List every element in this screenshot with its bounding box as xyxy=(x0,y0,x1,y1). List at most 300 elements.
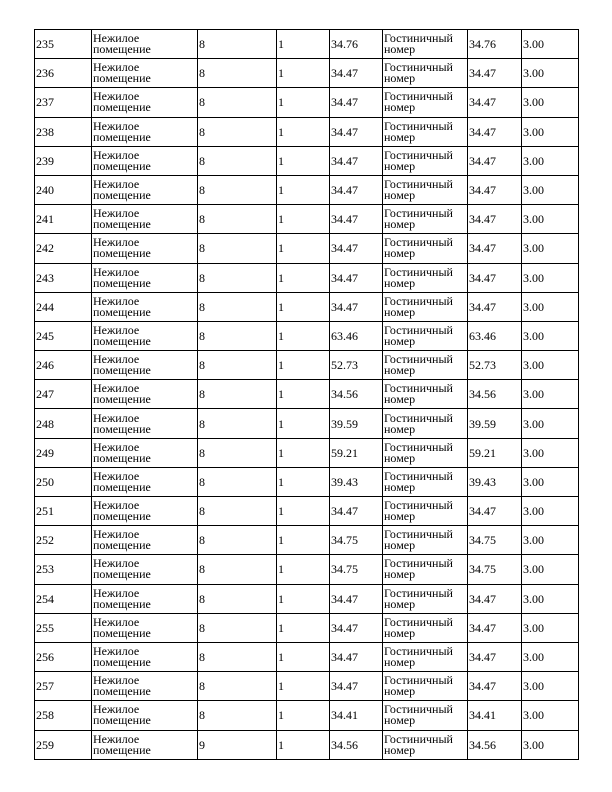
table-body xyxy=(35,30,579,760)
cell-purpose xyxy=(383,88,468,117)
table-row xyxy=(35,409,579,438)
cell-number: 253 xyxy=(35,555,92,584)
cell-count: 1 xyxy=(277,380,330,409)
cell-purpose-line-2: номер xyxy=(384,275,416,290)
cell-purpose xyxy=(383,467,468,496)
cell-purpose-line-2: номер xyxy=(384,655,416,670)
cell-premises-type-line-2: помещение xyxy=(93,42,151,57)
table-row xyxy=(35,730,579,759)
cell-height: 3.00 xyxy=(522,555,579,584)
cell-premises-type-line-2: помещение xyxy=(93,392,151,407)
cell-purpose-line-1: Гостиничный xyxy=(384,177,453,192)
cell-area: 34.47 xyxy=(330,263,383,292)
cell-floor: 8 xyxy=(198,467,277,496)
cell-area: 34.47 xyxy=(330,642,383,671)
cell-premises-type xyxy=(92,701,198,730)
cell-premises-type-line-1: Нежилое xyxy=(93,235,140,250)
cell-premises-type-line-2: помещение xyxy=(93,479,151,494)
cell-purpose-line-2: номер xyxy=(384,538,416,553)
cell-area-total: 34.47 xyxy=(468,497,522,526)
cell-area-total: 39.43 xyxy=(468,467,522,496)
cell-premises-type-line-1: Нежилое xyxy=(93,177,140,192)
cell-count: 1 xyxy=(277,117,330,146)
cell-area-total: 34.47 xyxy=(468,234,522,263)
cell-number: 246 xyxy=(35,351,92,380)
cell-area: 34.56 xyxy=(330,730,383,759)
cell-height: 3.00 xyxy=(522,263,579,292)
cell-purpose-line-2: номер xyxy=(384,479,416,494)
cell-area: 63.46 xyxy=(330,321,383,350)
cell-floor: 8 xyxy=(198,205,277,234)
table-row xyxy=(35,146,579,175)
cell-purpose-line-1: Гостиничный xyxy=(384,89,453,104)
cell-premises-type-line-1: Нежилое xyxy=(93,60,140,75)
cell-height: 3.00 xyxy=(522,351,579,380)
cell-premises-type-line-1: Нежилое xyxy=(93,147,140,162)
cell-number: 250 xyxy=(35,467,92,496)
table-row xyxy=(35,642,579,671)
cell-count: 1 xyxy=(277,321,330,350)
table-row xyxy=(35,175,579,204)
cell-count: 1 xyxy=(277,351,330,380)
cell-premises-type-line-2: помещение xyxy=(93,129,151,144)
cell-count: 1 xyxy=(277,467,330,496)
cell-premises-type-line-1: Нежилое xyxy=(93,381,140,396)
cell-height: 3.00 xyxy=(522,730,579,759)
cell-purpose-line-2: номер xyxy=(384,625,416,640)
cell-height: 3.00 xyxy=(522,438,579,467)
cell-premises-type-line-1: Нежилое xyxy=(93,614,140,629)
cell-number: 244 xyxy=(35,292,92,321)
cell-premises-type-line-2: помещение xyxy=(93,71,151,86)
cell-premises-type-line-2: помещение xyxy=(93,100,151,115)
cell-area-total: 34.47 xyxy=(468,613,522,642)
table-row xyxy=(35,59,579,88)
cell-area: 34.47 xyxy=(330,234,383,263)
cell-floor: 8 xyxy=(198,351,277,380)
cell-purpose xyxy=(383,175,468,204)
cell-premises-type xyxy=(92,351,198,380)
cell-height: 3.00 xyxy=(522,146,579,175)
table-row xyxy=(35,117,579,146)
cell-height: 3.00 xyxy=(522,59,579,88)
cell-premises-type xyxy=(92,205,198,234)
cell-purpose-line-1: Гостиничный xyxy=(384,410,453,425)
cell-purpose-line-2: номер xyxy=(384,246,416,261)
cell-purpose-line-1: Гостиничный xyxy=(384,147,453,162)
cell-area: 34.75 xyxy=(330,526,383,555)
cell-premises-type-line-1: Нежилое xyxy=(93,264,140,279)
cell-count: 1 xyxy=(277,438,330,467)
cell-purpose xyxy=(383,205,468,234)
cell-purpose-line-1: Гостиничный xyxy=(384,644,453,659)
cell-floor: 8 xyxy=(198,497,277,526)
cell-height: 3.00 xyxy=(522,175,579,204)
cell-count: 1 xyxy=(277,555,330,584)
cell-floor: 8 xyxy=(198,409,277,438)
cell-premises-type xyxy=(92,234,198,263)
cell-area: 34.47 xyxy=(330,117,383,146)
cell-purpose xyxy=(383,117,468,146)
cell-number: 241 xyxy=(35,205,92,234)
cell-height: 3.00 xyxy=(522,30,579,59)
cell-count: 1 xyxy=(277,526,330,555)
cell-premises-type-line-1: Нежилое xyxy=(93,352,140,367)
cell-number: 239 xyxy=(35,146,92,175)
cell-purpose-line-1: Гостиничный xyxy=(384,527,453,542)
cell-purpose-line-1: Гостиничный xyxy=(384,498,453,513)
cell-number: 258 xyxy=(35,701,92,730)
cell-number: 257 xyxy=(35,672,92,701)
table-row xyxy=(35,526,579,555)
cell-purpose xyxy=(383,321,468,350)
cell-area: 34.47 xyxy=(330,175,383,204)
cell-number: 248 xyxy=(35,409,92,438)
cell-area-total: 34.47 xyxy=(468,146,522,175)
cell-area-total: 34.75 xyxy=(468,555,522,584)
cell-area-total: 59.21 xyxy=(468,438,522,467)
cell-area: 34.47 xyxy=(330,146,383,175)
table-row xyxy=(35,30,579,59)
cell-purpose-line-2: номер xyxy=(384,567,416,582)
cell-count: 1 xyxy=(277,730,330,759)
cell-purpose xyxy=(383,409,468,438)
cell-count: 1 xyxy=(277,292,330,321)
cell-number: 259 xyxy=(35,730,92,759)
cell-purpose-line-1: Гостиничный xyxy=(384,585,453,600)
cell-number: 249 xyxy=(35,438,92,467)
cell-count: 1 xyxy=(277,642,330,671)
cell-height: 3.00 xyxy=(522,321,579,350)
cell-area: 59.21 xyxy=(330,438,383,467)
cell-purpose-line-2: номер xyxy=(384,217,416,232)
cell-floor: 8 xyxy=(198,701,277,730)
table-row xyxy=(35,555,579,584)
cell-number: 251 xyxy=(35,497,92,526)
cell-height: 3.00 xyxy=(522,584,579,613)
cell-premises-type xyxy=(92,146,198,175)
cell-area: 34.47 xyxy=(330,584,383,613)
cell-premises-type-line-1: Нежилое xyxy=(93,322,140,337)
cell-area-total: 34.47 xyxy=(468,672,522,701)
cell-purpose xyxy=(383,730,468,759)
cell-purpose-line-2: номер xyxy=(384,42,416,57)
cell-premises-type xyxy=(92,730,198,759)
cell-premises-type-line-2: помещение xyxy=(93,421,151,436)
cell-count: 1 xyxy=(277,701,330,730)
cell-purpose xyxy=(383,59,468,88)
cell-premises-type xyxy=(92,642,198,671)
cell-premises-type-line-1: Нежилое xyxy=(93,410,140,425)
cell-floor: 8 xyxy=(198,117,277,146)
cell-premises-type-line-2: помещение xyxy=(93,596,151,611)
cell-premises-type-line-1: Нежилое xyxy=(93,206,140,221)
table-row xyxy=(35,292,579,321)
cell-purpose xyxy=(383,234,468,263)
cell-premises-type xyxy=(92,467,198,496)
cell-premises-type xyxy=(92,409,198,438)
cell-height: 3.00 xyxy=(522,526,579,555)
cell-height: 3.00 xyxy=(522,672,579,701)
cell-count: 1 xyxy=(277,497,330,526)
cell-premises-type-line-1: Нежилое xyxy=(93,439,140,454)
cell-premises-type xyxy=(92,438,198,467)
cell-number: 254 xyxy=(35,584,92,613)
cell-purpose-line-2: номер xyxy=(384,304,416,319)
cell-height: 3.00 xyxy=(522,642,579,671)
cell-premises-type-line-2: помещение xyxy=(93,450,151,465)
cell-purpose-line-1: Гостиничный xyxy=(384,673,453,688)
cell-premises-type-line-2: помещение xyxy=(93,509,151,524)
cell-premises-type-line-2: помещение xyxy=(93,567,151,582)
cell-height: 3.00 xyxy=(522,117,579,146)
cell-height: 3.00 xyxy=(522,409,579,438)
cell-floor: 8 xyxy=(198,30,277,59)
cell-purpose-line-1: Гостиничный xyxy=(384,468,453,483)
cell-floor: 8 xyxy=(198,234,277,263)
cell-count: 1 xyxy=(277,88,330,117)
cell-height: 3.00 xyxy=(522,205,579,234)
cell-area-total: 34.47 xyxy=(468,205,522,234)
cell-purpose xyxy=(383,555,468,584)
cell-area: 34.56 xyxy=(330,380,383,409)
cell-number: 256 xyxy=(35,642,92,671)
cell-premises-type-line-2: помещение xyxy=(93,304,151,319)
cell-purpose-line-1: Гостиничный xyxy=(384,235,453,250)
cell-floor: 8 xyxy=(198,321,277,350)
cell-number: 242 xyxy=(35,234,92,263)
cell-purpose xyxy=(383,263,468,292)
cell-area-total: 52.73 xyxy=(468,351,522,380)
cell-premises-type-line-2: помещение xyxy=(93,275,151,290)
cell-count: 1 xyxy=(277,146,330,175)
cell-area-total: 34.56 xyxy=(468,730,522,759)
cell-area-total: 34.47 xyxy=(468,263,522,292)
cell-number: 235 xyxy=(35,30,92,59)
cell-premises-type xyxy=(92,380,198,409)
cell-purpose xyxy=(383,584,468,613)
cell-area: 34.75 xyxy=(330,555,383,584)
cell-height: 3.00 xyxy=(522,467,579,496)
cell-purpose-line-1: Гостиничный xyxy=(384,556,453,571)
cell-count: 1 xyxy=(277,30,330,59)
table-row xyxy=(35,263,579,292)
cell-height: 3.00 xyxy=(522,497,579,526)
cell-premises-type-line-1: Нежилое xyxy=(93,731,140,746)
cell-premises-type-line-1: Нежилое xyxy=(93,293,140,308)
cell-area: 34.47 xyxy=(330,292,383,321)
cell-number: 236 xyxy=(35,59,92,88)
cell-premises-type xyxy=(92,526,198,555)
cell-area: 34.47 xyxy=(330,497,383,526)
cell-height: 3.00 xyxy=(522,613,579,642)
cell-floor: 9 xyxy=(198,730,277,759)
table-row xyxy=(35,497,579,526)
cell-count: 1 xyxy=(277,409,330,438)
table-row xyxy=(35,613,579,642)
cell-purpose xyxy=(383,613,468,642)
cell-premises-type-line-1: Нежилое xyxy=(93,702,140,717)
cell-purpose-line-1: Гостиничный xyxy=(384,293,453,308)
table-row xyxy=(35,438,579,467)
cell-count: 1 xyxy=(277,205,330,234)
cell-number: 238 xyxy=(35,117,92,146)
cell-purpose-line-2: номер xyxy=(384,421,416,436)
cell-count: 1 xyxy=(277,175,330,204)
cell-premises-type xyxy=(92,30,198,59)
cell-purpose xyxy=(383,526,468,555)
cell-premises-type-line-2: помещение xyxy=(93,246,151,261)
cell-purpose-line-2: номер xyxy=(384,158,416,173)
cell-purpose-line-1: Гостиничный xyxy=(384,352,453,367)
cell-purpose-line-1: Гостиничный xyxy=(384,60,453,75)
cell-purpose-line-1: Гостиничный xyxy=(384,381,453,396)
cell-premises-type-line-1: Нежилое xyxy=(93,644,140,659)
cell-purpose-line-1: Гостиничный xyxy=(384,31,453,46)
cell-premises-type-line-2: помещение xyxy=(93,333,151,348)
cell-premises-type xyxy=(92,613,198,642)
cell-area-total: 34.47 xyxy=(468,642,522,671)
cell-purpose xyxy=(383,672,468,701)
cell-number: 252 xyxy=(35,526,92,555)
cell-purpose-line-2: номер xyxy=(384,188,416,203)
cell-floor: 8 xyxy=(198,146,277,175)
table-row xyxy=(35,467,579,496)
cell-area: 34.47 xyxy=(330,672,383,701)
cell-number: 243 xyxy=(35,263,92,292)
cell-premises-type-line-2: помещение xyxy=(93,158,151,173)
cell-purpose-line-2: номер xyxy=(384,684,416,699)
cell-premises-type xyxy=(92,292,198,321)
cell-premises-type-line-2: помещение xyxy=(93,713,151,728)
cell-purpose-line-1: Гостиничный xyxy=(384,731,453,746)
cell-area: 39.43 xyxy=(330,467,383,496)
cell-height: 3.00 xyxy=(522,701,579,730)
cell-count: 1 xyxy=(277,263,330,292)
cell-purpose xyxy=(383,642,468,671)
cell-purpose-line-2: номер xyxy=(384,71,416,86)
cell-premises-type xyxy=(92,497,198,526)
cell-premises-type-line-2: помещение xyxy=(93,684,151,699)
cell-floor: 8 xyxy=(198,175,277,204)
cell-area: 34.41 xyxy=(330,701,383,730)
cell-purpose-line-2: номер xyxy=(384,129,416,144)
cell-purpose-line-1: Гостиничный xyxy=(384,264,453,279)
cell-height: 3.00 xyxy=(522,88,579,117)
cell-area-total: 34.47 xyxy=(468,292,522,321)
cell-premises-type-line-2: помещение xyxy=(93,363,151,378)
cell-number: 245 xyxy=(35,321,92,350)
cell-floor: 8 xyxy=(198,555,277,584)
cell-purpose xyxy=(383,351,468,380)
cell-number: 247 xyxy=(35,380,92,409)
cell-count: 1 xyxy=(277,672,330,701)
cell-area: 34.47 xyxy=(330,88,383,117)
cell-purpose xyxy=(383,146,468,175)
cell-premises-type xyxy=(92,672,198,701)
cell-floor: 8 xyxy=(198,263,277,292)
cell-premises-type-line-1: Нежилое xyxy=(93,468,140,483)
cell-premises-type xyxy=(92,88,198,117)
cell-count: 1 xyxy=(277,584,330,613)
cell-purpose xyxy=(383,438,468,467)
cell-area: 34.47 xyxy=(330,59,383,88)
cell-purpose-line-2: номер xyxy=(384,596,416,611)
cell-height: 3.00 xyxy=(522,234,579,263)
cell-premises-type xyxy=(92,117,198,146)
cell-purpose-line-2: номер xyxy=(384,450,416,465)
table-row xyxy=(35,88,579,117)
cell-purpose xyxy=(383,380,468,409)
cell-area: 34.47 xyxy=(330,205,383,234)
cell-premises-type-line-1: Нежилое xyxy=(93,673,140,688)
premises-table xyxy=(34,29,579,760)
cell-purpose-line-1: Гостиничный xyxy=(384,702,453,717)
cell-area: 52.73 xyxy=(330,351,383,380)
cell-premises-type xyxy=(92,175,198,204)
cell-area-total: 34.75 xyxy=(468,526,522,555)
cell-area-total: 39.59 xyxy=(468,409,522,438)
cell-area-total: 34.47 xyxy=(468,117,522,146)
cell-purpose-line-1: Гостиничный xyxy=(384,322,453,337)
cell-premises-type-line-2: помещение xyxy=(93,188,151,203)
cell-area-total: 34.41 xyxy=(468,701,522,730)
cell-floor: 8 xyxy=(198,584,277,613)
cell-floor: 8 xyxy=(198,88,277,117)
cell-area-total: 34.56 xyxy=(468,380,522,409)
cell-area: 34.76 xyxy=(330,30,383,59)
table-row xyxy=(35,321,579,350)
cell-purpose-line-1: Гостиничный xyxy=(384,439,453,454)
cell-area: 39.59 xyxy=(330,409,383,438)
cell-premises-type-line-1: Нежилое xyxy=(93,585,140,600)
table-row xyxy=(35,584,579,613)
cell-purpose-line-1: Гостиничный xyxy=(384,614,453,629)
cell-number: 237 xyxy=(35,88,92,117)
cell-purpose-line-1: Гостиничный xyxy=(384,118,453,133)
table-row xyxy=(35,701,579,730)
cell-count: 1 xyxy=(277,59,330,88)
cell-height: 3.00 xyxy=(522,380,579,409)
cell-premises-type-line-1: Нежилое xyxy=(93,89,140,104)
cell-premises-type-line-1: Нежилое xyxy=(93,556,140,571)
cell-area-total: 34.47 xyxy=(468,584,522,613)
cell-premises-type xyxy=(92,321,198,350)
cell-purpose-line-2: номер xyxy=(384,392,416,407)
table-row xyxy=(35,205,579,234)
cell-area-total: 34.47 xyxy=(468,88,522,117)
table-row xyxy=(35,672,579,701)
cell-premises-type-line-1: Нежилое xyxy=(93,498,140,513)
table-row xyxy=(35,380,579,409)
cell-floor: 8 xyxy=(198,642,277,671)
cell-height: 3.00 xyxy=(522,292,579,321)
cell-premises-type xyxy=(92,584,198,613)
table-row xyxy=(35,234,579,263)
cell-premises-type-line-2: помещение xyxy=(93,538,151,553)
cell-floor: 8 xyxy=(198,380,277,409)
cell-premises-type xyxy=(92,59,198,88)
cell-floor: 8 xyxy=(198,438,277,467)
cell-premises-type-line-1: Нежилое xyxy=(93,31,140,46)
cell-purpose-line-2: номер xyxy=(384,742,416,757)
cell-purpose xyxy=(383,497,468,526)
cell-area-total: 34.47 xyxy=(468,59,522,88)
cell-purpose-line-2: номер xyxy=(384,363,416,378)
cell-premises-type xyxy=(92,263,198,292)
cell-purpose xyxy=(383,292,468,321)
cell-floor: 8 xyxy=(198,613,277,642)
